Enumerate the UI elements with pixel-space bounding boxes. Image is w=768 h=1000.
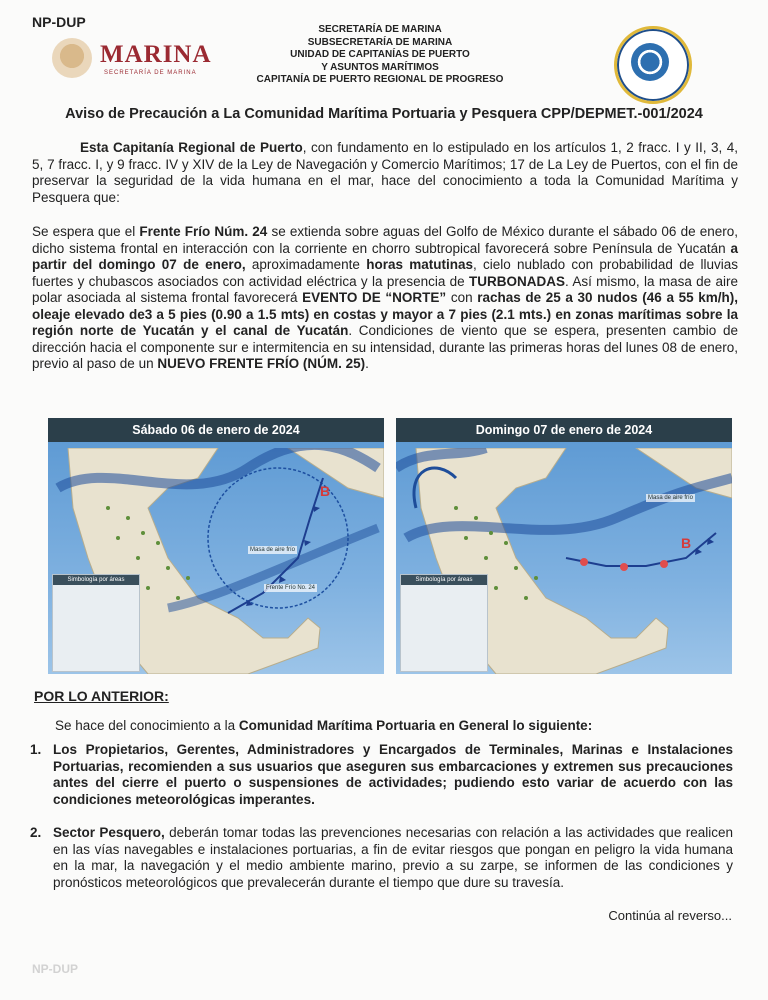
weather-map-saturday bbox=[48, 418, 384, 674]
document-id: NP-DUP bbox=[32, 14, 86, 30]
map-label: Masa de aire frío bbox=[250, 547, 296, 553]
continue-note: Continúa al reverso... bbox=[608, 908, 732, 923]
map-label: Frente Frío No. 24 bbox=[266, 585, 316, 591]
map-legend: Simbología por áreas bbox=[52, 574, 140, 672]
forecast-paragraph: Se espera que el Frente Frío Núm. 24 se extienda sobre aguas del Golfo de México durante el sábado 06 de enero, dicho sistema frontal en interacción con la corriente en chorro subtropical favorecerá sobre Península de Yucatán a partir del domingo 07 de enero, aproximadamente horas matutinas, cielo nublado con probabilidad de lluvias fuertes y chubascos asociados con actividad eléctrica y la presencia de TURBONADAS. Así mismo, la masa de aire polar asociada al sistema frontal favorecerá EVENTO DE “NORTE” con rachas de 25 a 30 nudos (46 a 55 km/h), oleaje elevado de3 a 5 pies (0.90 a 1.5 mts) en costas y mayor a 7 pies (2.1 mts.) en zonas marítimas sobre la región norte de Yucatán y el canal de Yucatán. Condiciones de viento que se espera, presenten cambio de dirección hacia el componente sur e intermitencia en su intensidad, durante las primeras horas del lunes 08 de enero, previo al paso de un NUEVO FRENTE FRÍO (NÚM. 25). bbox=[32, 224, 739, 371]
section-title: POR LO ANTERIOR: bbox=[34, 688, 169, 704]
faint-stamp bbox=[66, 908, 216, 958]
list-item: Sector Pesquero, deberán tomar todas las prevenciones necesarias con relación a las actividades que realicen en las vías navegables e instalaciones portuarias, a fin de evitar riesgos que pongan en peligro la vida humana en la mar, la navegación y el medio ambiente marino, previo a su zarpe, se informen de las condiciones y pronósticos meteorológicos que prevalecerán durante el tiempo que dure su travesía. bbox=[53, 825, 734, 890]
document-header bbox=[230, 24, 530, 87]
svg-text:B: B bbox=[320, 483, 331, 499]
marina-wordmark: MARINA bbox=[100, 41, 212, 68]
document-title: Aviso de Precaución a La Comunidad Marítima Portuaria y Pesquera CPP/DEPMET.-001/2024 bbox=[65, 106, 703, 122]
svg-text:B: B bbox=[681, 535, 692, 551]
eagle-emblem-icon bbox=[52, 38, 92, 78]
header-line: SECRETARÍA DE MARINA bbox=[318, 24, 442, 35]
weather-maps bbox=[48, 418, 734, 674]
map-title: Sábado 06 de enero de 2024 bbox=[48, 418, 384, 442]
marina-wordmark-sub: SECRETARÍA DE MARINA bbox=[104, 70, 197, 76]
header-line: UNIDAD DE CAPITANÍAS DE PUERTO bbox=[290, 49, 470, 61]
item-number: 2. bbox=[30, 825, 42, 840]
document-id-faint: NP-DUP bbox=[32, 962, 79, 976]
header-line: Y ASUNTOS MARÍTIMOS bbox=[321, 61, 439, 73]
list-item: Los Propietarios, Gerentes, Administradores y Encargados de Terminales, Marinas e Instalaciones Portuarias, recomienden a sus usuarios que aseguren sus embarcaciones y extremen sus precauciones antes del cierre el puerto o suspensiones de actividades; pudiendo esto variar de acuerdo con las condiciones meteorológicas imperantes. bbox=[53, 742, 733, 807]
notice-paragraph: Se hace del conocimiento a la Comunidad Marítima Portuaria en General lo siguiente: bbox=[55, 718, 593, 733]
map-legend: Simbología por áreas bbox=[400, 574, 488, 672]
map-title: Domingo 07 de enero de 2024 bbox=[396, 418, 732, 442]
marina-logo bbox=[52, 38, 232, 82]
intro-paragraph: Esta Capitanía Regional de Puerto, con fundamento en lo estipulado en los artículos 1, 2 fracc. I y II, 3, 4, 5, 7 fracc. I, y 9 fracc. IV y XIV de la Ley de Navegación y Comercio Marítimos; 17 de La Ley de Puertos, con el fin de preservar la seguridad de la vida humana en el mar, hace del conocimiento a toda la Comunidad Marítima y Pesquera que: bbox=[32, 140, 738, 205]
header-line: SUBSECRETARÍA DE MARINA bbox=[307, 36, 453, 48]
header-line: CAPITANÍA DE PUERTO REGIONAL DE PROGRESO bbox=[256, 74, 504, 86]
map-label: Masa de aire frío bbox=[648, 495, 694, 501]
item-number: 1. bbox=[30, 742, 42, 757]
weather-map-sunday bbox=[396, 418, 732, 674]
capitania-seal-icon bbox=[614, 26, 692, 104]
